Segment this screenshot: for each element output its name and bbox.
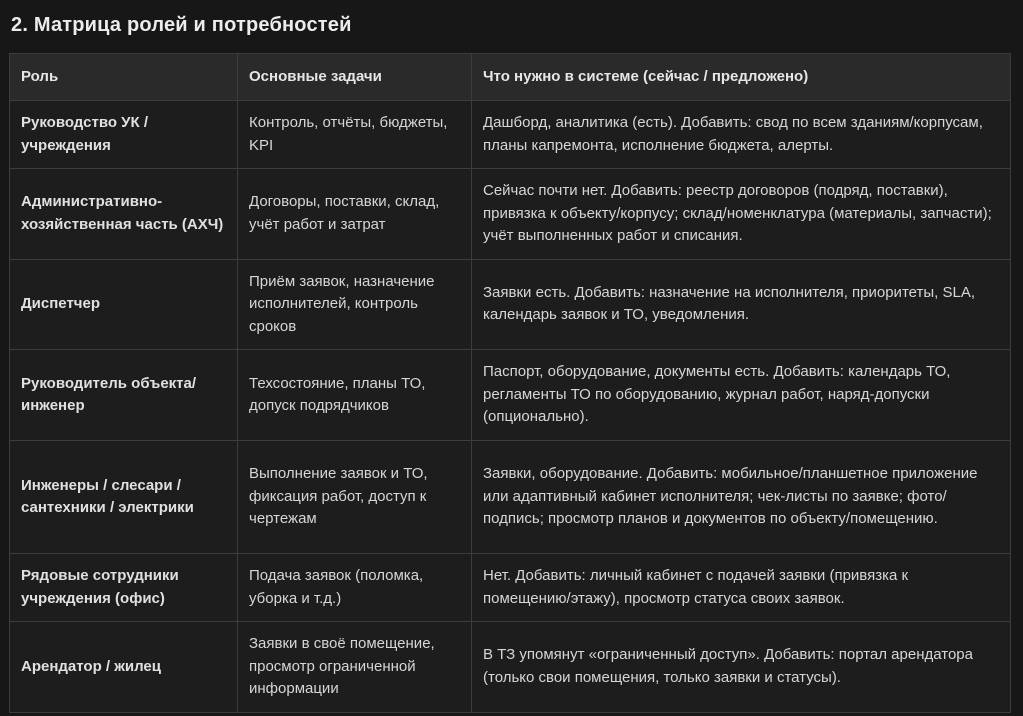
column-header-needs: Что нужно в системе (сейчас / предложено) [472, 54, 1011, 101]
column-header-tasks: Основные задачи [238, 54, 472, 101]
table-row [10, 441, 1011, 554]
page-title: 2. Матрица ролей и потребностей [11, 14, 352, 36]
role-cell: Руководитель объекта/ инженер [10, 350, 238, 441]
needs-cell: В ТЗ упомянут «ограниченный доступ». Добавить: портал арендатора (только свои помещения, только заявки и статусы). [472, 622, 1011, 713]
needs-cell: Паспорт, оборудование, документы есть. Добавить: календарь ТО, регламенты ТО по оборудованию, журнал работ, наряд-допуски (опционально). [472, 350, 1011, 441]
table-row [10, 622, 1011, 713]
table-row [10, 259, 1011, 350]
table-row [10, 101, 1011, 169]
table-row [10, 169, 1011, 260]
roles-needs-table [9, 53, 1011, 713]
role-cell: Административно-хозяйственная часть (АХЧ) [10, 169, 238, 260]
needs-cell: Заявки есть. Добавить: назначение на исполнителя, приоритеты, SLA, календарь заявок и ТО, уведомления. [472, 259, 1011, 350]
tasks-cell: Подача заявок (поломка, уборка и т.д.) [238, 554, 472, 622]
tasks-cell: Выполнение заявок и ТО, фиксация работ, доступ к чертежам [238, 441, 472, 554]
column-header-role: Роль [10, 54, 238, 101]
table-row [10, 554, 1011, 622]
table-header-row [10, 54, 1011, 101]
tasks-cell: Техсостояние, планы ТО, допуск подрядчиков [238, 350, 472, 441]
table-row [10, 350, 1011, 441]
needs-cell: Сейчас почти нет. Добавить: реестр договоров (подряд, поставки), привязка к объекту/корпусу; склад/номенклатура (материалы, запчасти); учёт выполненных работ и списания. [472, 169, 1011, 260]
needs-cell: Нет. Добавить: личный кабинет с подачей заявки (привязка к помещению/этажу), просмотр статуса своих заявок. [472, 554, 1011, 622]
tasks-cell: Заявки в своё помещение, просмотр ограниченной информации [238, 622, 472, 713]
tasks-cell: Договоры, поставки, склад, учёт работ и затрат [238, 169, 472, 260]
role-cell: Инженеры / слесари / сантехники / электрики [10, 441, 238, 554]
role-cell: Рядовые сотрудники учреждения (офис) [10, 554, 238, 622]
role-cell: Руководство УК / учреждения [10, 101, 238, 169]
needs-cell: Заявки, оборудование. Добавить: мобильное/планшетное приложение или адаптивный кабинет исполнителя; чек-листы по заявке; фото/подпись; просмотр планов и документов по объекту/помещению. [472, 441, 1011, 554]
role-cell: Диспетчер [10, 259, 238, 350]
tasks-cell: Приём заявок, назначение исполнителей, контроль сроков [238, 259, 472, 350]
tasks-cell: Контроль, отчёты, бюджеты, KPI [238, 101, 472, 169]
needs-cell: Дашборд, аналитика (есть). Добавить: свод по всем зданиям/корпусам, планы капремонта, исполнение бюджета, алерты. [472, 101, 1011, 169]
role-cell: Арендатор / жилец [10, 622, 238, 713]
